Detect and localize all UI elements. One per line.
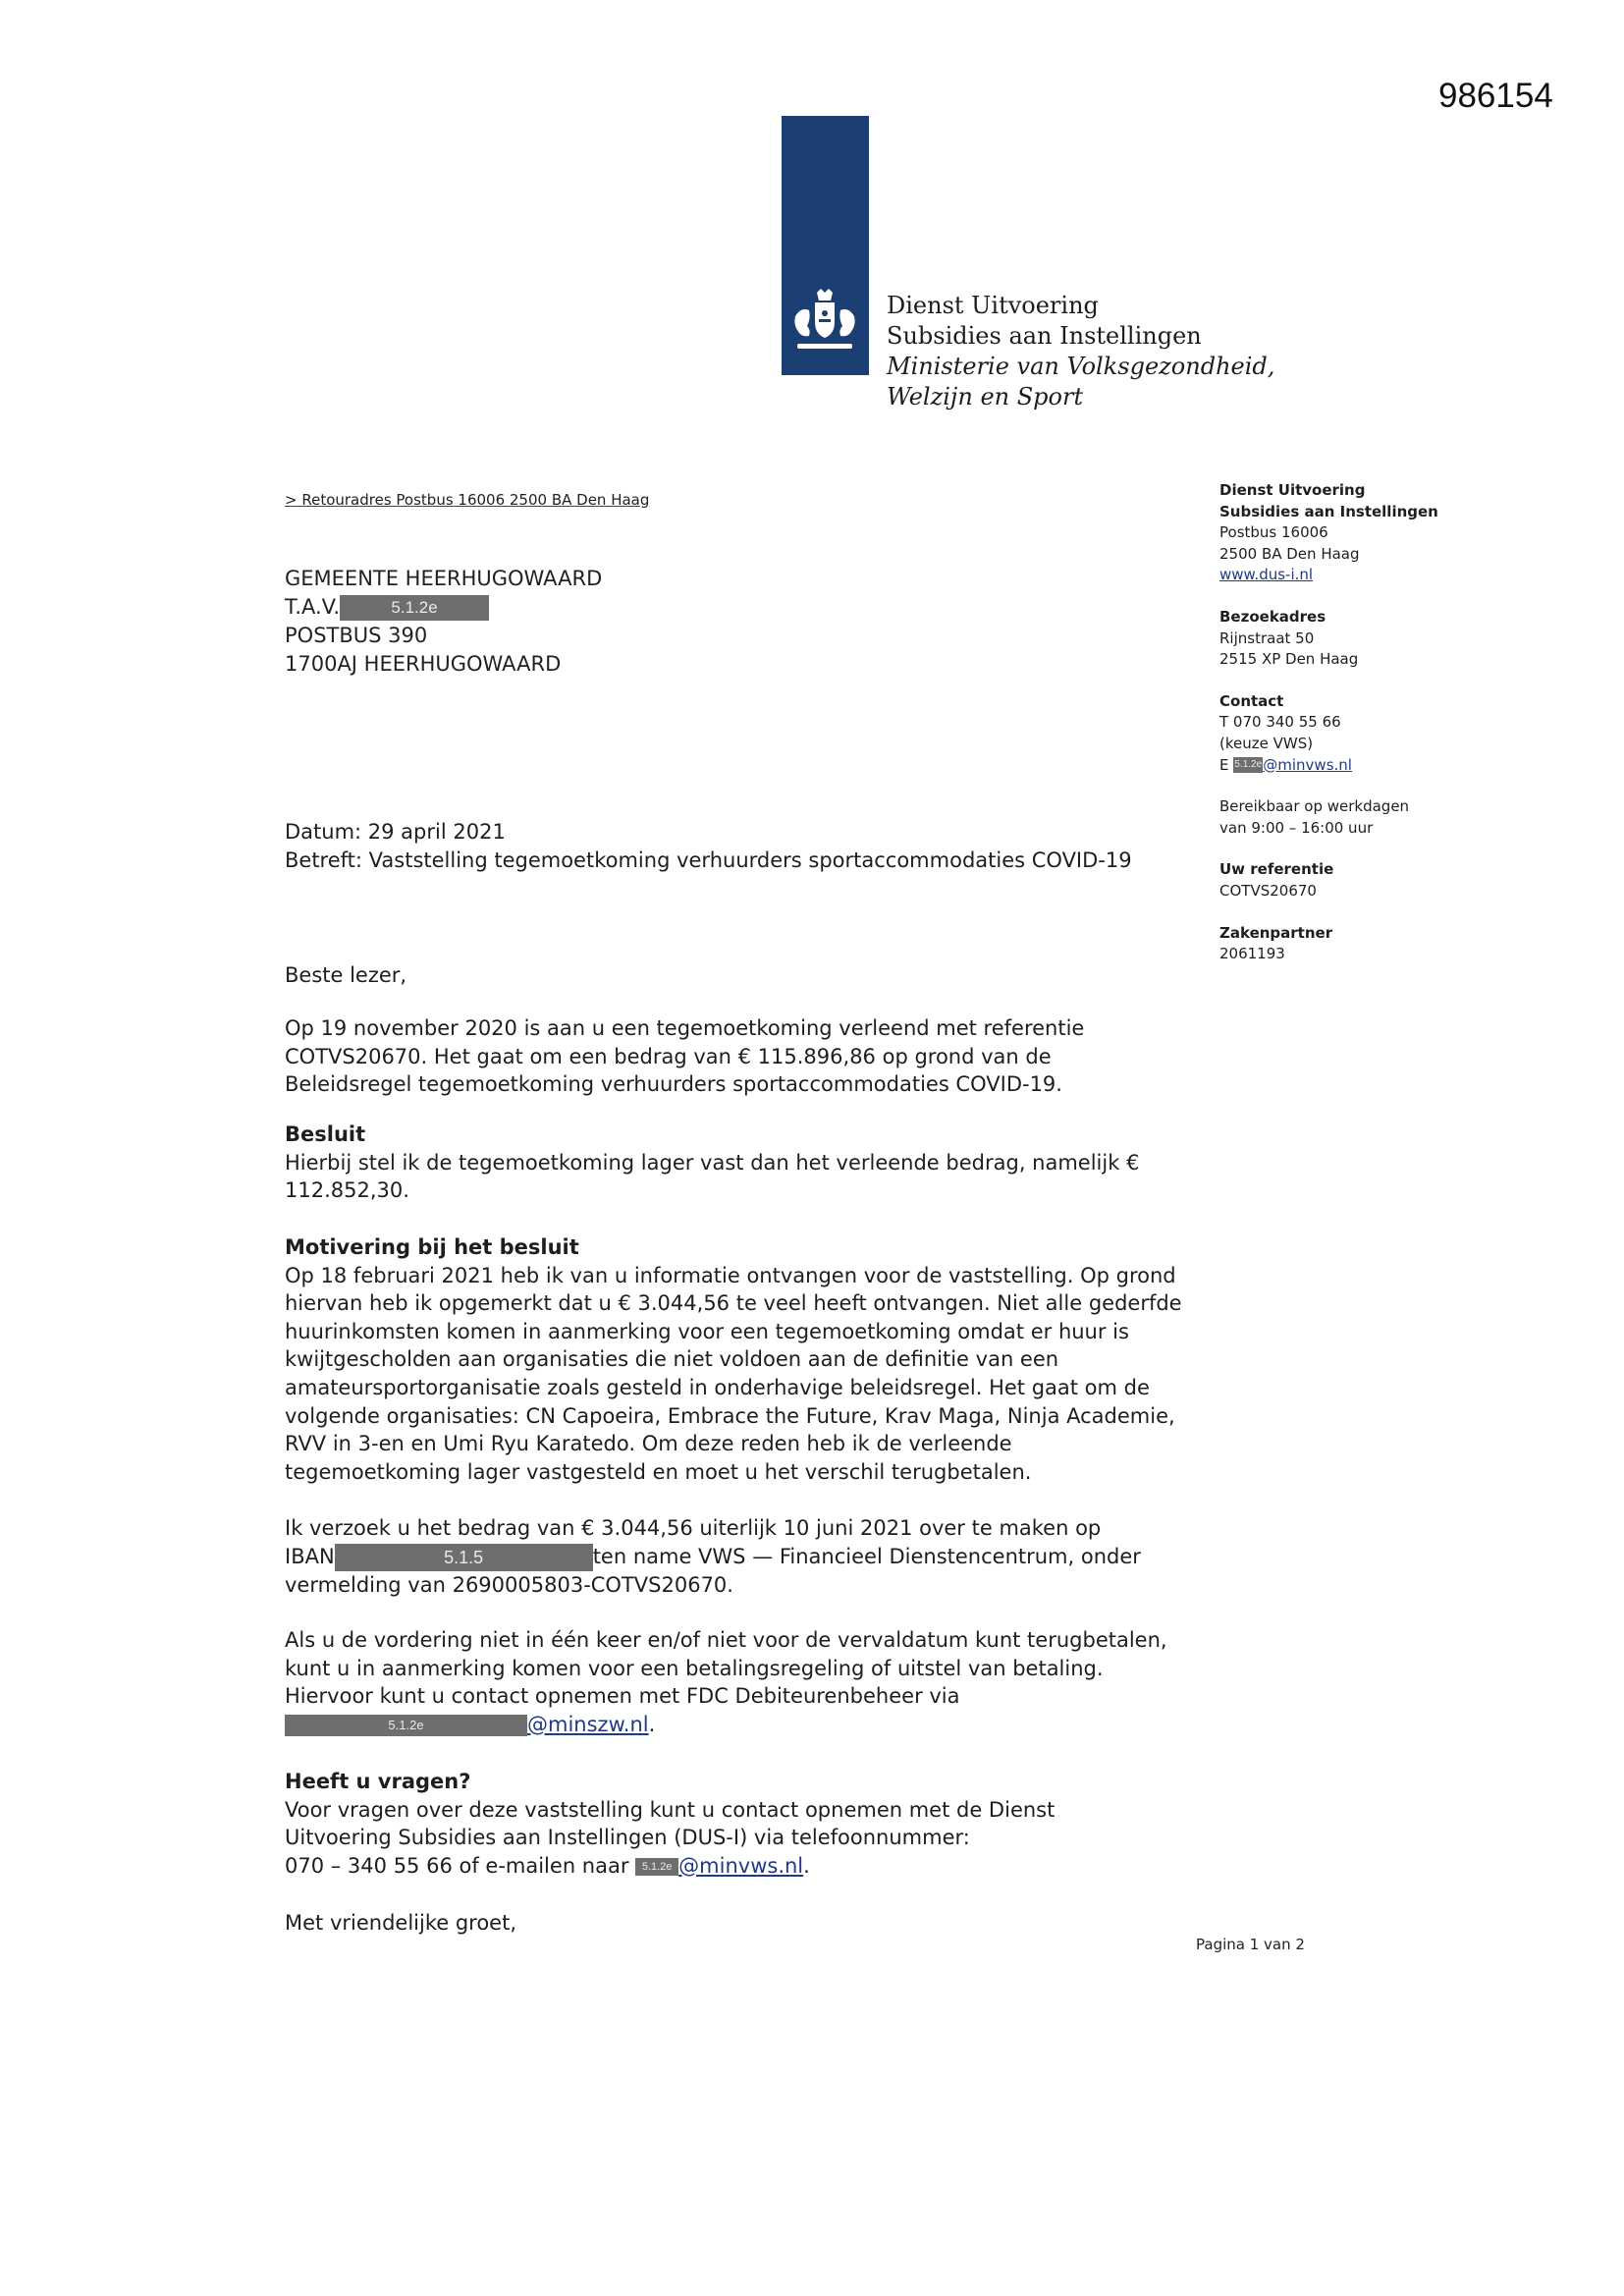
iban-label: IBAN — [285, 1544, 335, 1568]
page-number: Pagina 1 van 2 — [1196, 1936, 1305, 1953]
logo-line-1: Dienst Uitvoering — [887, 292, 1099, 319]
letter-date: Datum: 29 april 2021 — [285, 820, 506, 844]
arrangement-end: . — [648, 1712, 656, 1736]
hours-value: van 9:00 – 16:00 uur — [1219, 818, 1374, 837]
contact-phone: T 070 340 55 66 — [1219, 713, 1341, 732]
closing: Met vriendelijke groet, — [285, 1911, 517, 1935]
questions-end: . — [803, 1853, 810, 1878]
sidebar-postbus: Postbus 16006 — [1219, 523, 1328, 542]
recipient-name: GEMEENTE HEERHUGOWAARD — [285, 567, 603, 590]
sidebar-org-1: Dienst Uitvoering — [1219, 481, 1366, 499]
decision-paragraph: Hierbij stel ik de tegemoetkoming lager vast dan het verleende bedrag, namelijk € 112.852,30. — [285, 1150, 1140, 1203]
decision-section — [285, 1121, 1183, 1205]
redaction-block: 5.1.5 — [335, 1544, 593, 1571]
questions-phone: 070 – 340 55 66 of e-mailen naar — [285, 1853, 629, 1878]
payment-section — [285, 1514, 1183, 1599]
return-address: > Retouradres Postbus 16006 2500 BA Den Haag — [285, 491, 650, 509]
sender-sidebar — [1219, 480, 1475, 965]
payment-line-1: Ik verzoek u het bedrag van € 3.044,56 uiterlijk 10 juni 2021 over te maken op — [285, 1516, 1102, 1540]
visit-label: Bezoekadres — [1219, 607, 1326, 626]
arrangement-paragraph: Als u de vordering niet in één keer en/of niet voor de vervaldatum kunt terugbetalen, kunt u in aanmerking komen voor een betalingsregeling of uitstel van betaling. Hiervoor kunt u contact opnemen met FDC Debiteurenbeheer via — [285, 1628, 1167, 1709]
questions-heading: Heeft u vragen? — [285, 1770, 471, 1793]
letter-header — [285, 818, 1183, 874]
fdc-email-link[interactable]: @minszw.nl — [527, 1712, 649, 1736]
reference-value: COTVS20670 — [1219, 881, 1317, 900]
questions-contact — [285, 1852, 1129, 1881]
logo-line-4: Welzijn en Sport — [887, 383, 1084, 410]
reference-label: Uw referentie — [1219, 860, 1334, 879]
visit-city: 2515 XP Den Haag — [1219, 650, 1359, 669]
attention-label: T.A.V. — [285, 595, 341, 619]
dusi-email-link[interactable]: @minvws.nl — [678, 1853, 804, 1878]
recipient-address — [285, 565, 602, 679]
sidebar-org-2: Subsidies aan Instellingen — [1219, 502, 1438, 520]
logo-wordmark — [887, 291, 1274, 412]
logo-line-3: Ministerie van Volksgezondheid, — [887, 353, 1275, 380]
motivation-section — [285, 1233, 1183, 1486]
recipient-attention — [285, 593, 602, 622]
questions-section — [285, 1768, 1129, 1880]
motivation-heading: Motivering bij het besluit — [285, 1235, 579, 1259]
logo-line-2: Subsidies aan Instellingen — [887, 322, 1202, 350]
crest-icon — [789, 287, 860, 355]
visit-street: Rijnstraat 50 — [1219, 629, 1315, 647]
decision-heading: Besluit — [285, 1122, 366, 1146]
recipient-postbus: POSTBUS 390 — [285, 624, 428, 647]
contact-label: Contact — [1219, 691, 1284, 710]
email-prefix: E — [1219, 755, 1229, 774]
questions-paragraph: Voor vragen over deze vaststelling kunt u contact opnemen met de Dienst Uitvoering Subsidies aan Instellingen (DUS-I) via telefoonnummer: — [285, 1797, 1056, 1850]
email-link[interactable]: @minvws.nl — [1263, 755, 1352, 774]
document-number: 986154 — [1438, 77, 1553, 115]
website-link[interactable]: www.dus-i.nl — [1219, 566, 1314, 584]
partner-value: 2061193 — [1219, 945, 1285, 963]
payment-line-3: vermelding van 2690005803-COTVS20670. — [285, 1572, 733, 1597]
motivation-paragraph: Op 18 februari 2021 heb ik van u informatie ontvangen voor de vaststelling. Op grond hiervan heb ik opgemerkt dat u € 3.044,56 te veel heeft ontvangen. Niet alle gederfde huurinkomsten komen in aanmerking voor een tegemoetkoming omdat er huur is kwijtgescholden aan organisaties die niet voldoen aan de definitie van een amateursportorganisatie zoals gesteld in onderhavige beleidsregel. Het gaat om de volgende organisaties: CN Capoeira, Embrace the Future, Krav Maga, Ninja Academie, RVV in 3-en en Umi Ryu Karatedo. Om deze reden heb ik de verleende tegemoetkoming lager vastgesteld en moet u het verschil terugbetalen. — [285, 1263, 1182, 1484]
redaction-block: 5.1.2e — [635, 1858, 678, 1876]
recipient-city: 1700AJ HEERHUGOWAARD — [285, 652, 562, 676]
redaction-block: 5.1.2e — [340, 595, 489, 621]
payment-line-2 — [285, 1543, 1183, 1571]
payment-beneficiary: ten name VWS — Financieel Dienstencentrum, onder — [592, 1544, 1141, 1568]
letter-subject: Betreft: Vaststelling tegemoetkoming verhuurders sportaccommodaties COVID-19 — [285, 847, 1132, 872]
redaction-block: 5.1.2e — [285, 1715, 527, 1736]
contact-email — [1219, 755, 1475, 777]
contact-phone-note: (keuze VWS) — [1219, 734, 1314, 752]
hours-label: Bereikbaar op werkdagen — [1219, 797, 1410, 816]
arrangement-email — [285, 1711, 1168, 1739]
salutation: Beste lezer, — [285, 963, 407, 987]
redaction-block: 5.1.2e — [1233, 757, 1263, 773]
arrangement-section — [285, 1626, 1168, 1738]
sidebar-city: 2500 BA Den Haag — [1219, 544, 1360, 563]
intro-paragraph: Op 19 november 2020 is aan u een tegemoetkoming verleend met referentie COTVS20670. Het gaat om een bedrag van € 115.896,86 op grond van de Beleidsregel tegemoetkoming verhuurders sportaccommodaties COVID-19. — [285, 1016, 1085, 1097]
partner-label: Zakenpartner — [1219, 923, 1333, 942]
